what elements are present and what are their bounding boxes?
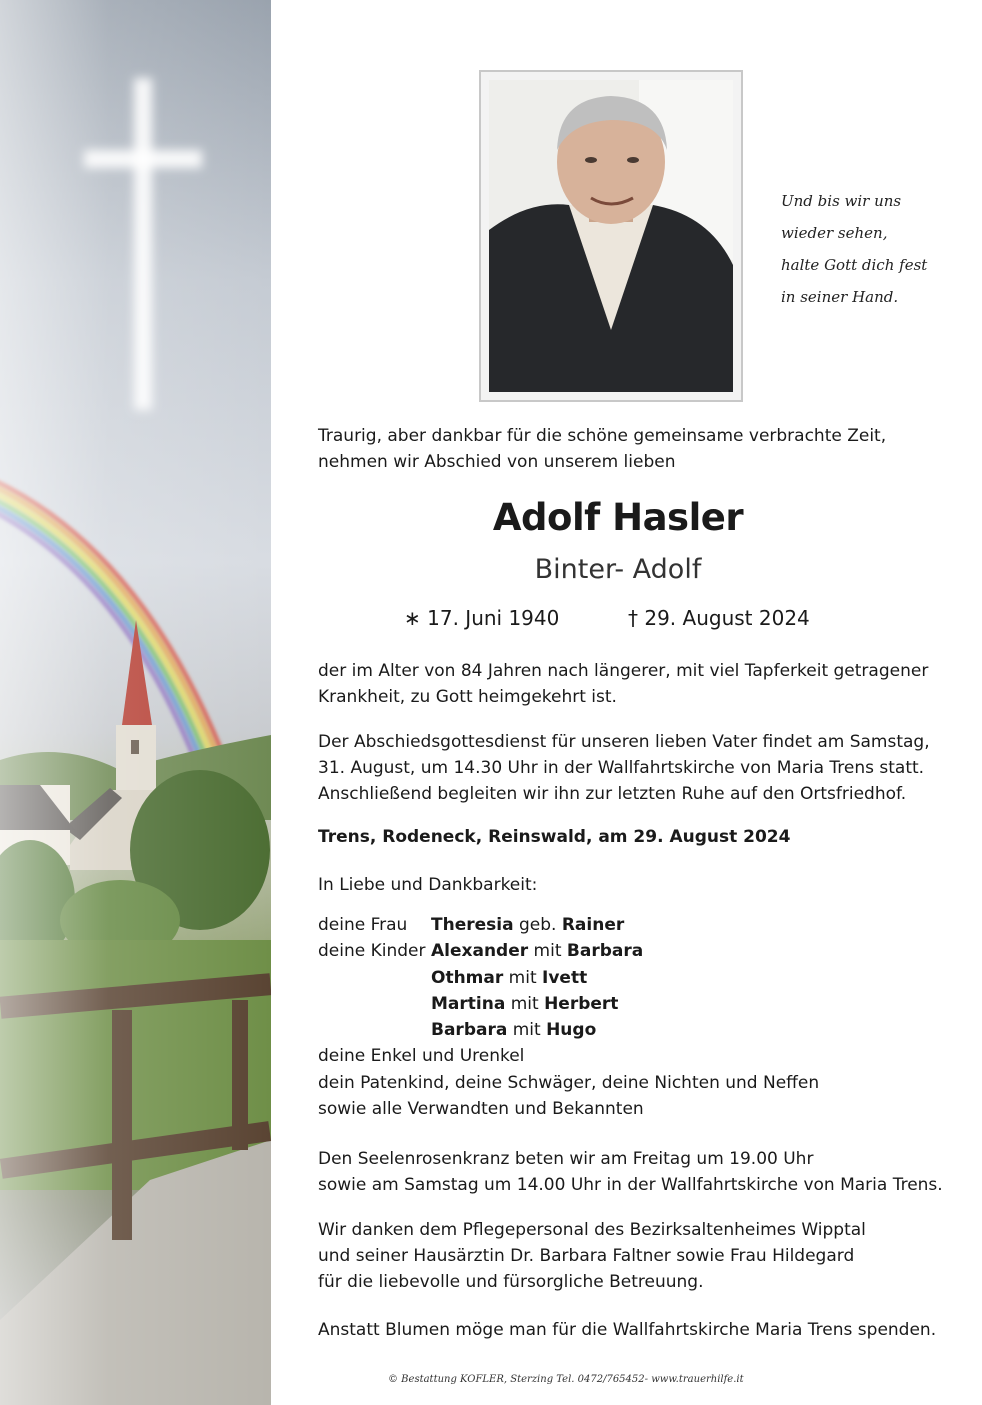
quote-line: halte Gott dich fest [781, 256, 928, 274]
family-connector: mit [512, 1020, 541, 1041]
thanks-line-1: Wir danken dem Pflegepersonal des Bezirksaltenheimes Wipptal [318, 1220, 866, 1240]
deceased-nickname: Binter- Adolf [534, 554, 702, 585]
list-item [318, 912, 819, 938]
landscape-illustration [0, 0, 271, 1405]
list-item: sowie alle Verwandten und Bekannten [318, 1099, 644, 1120]
portrait-photo [489, 80, 733, 392]
family-name: Theresia [431, 915, 514, 935]
list-item [318, 965, 819, 991]
flowers-note: Anstatt Blumen möge man für die Wallfahrtskirche Maria Trens spenden. [318, 1320, 937, 1340]
love-line: In Liebe und Dankbarkeit: [318, 875, 538, 895]
side-landscape-image [0, 0, 271, 1405]
family-connector: mit [510, 993, 539, 1014]
portrait-frame [479, 70, 743, 402]
family-partner: Hugo [546, 1020, 597, 1041]
age-line-2: Krankheit, zu Gott heimgekehrt ist. [318, 687, 617, 707]
family-connector: geb. [518, 915, 557, 935]
light-cross-icon [84, 78, 202, 410]
birth-date-value: 17. Juni 1940 [427, 606, 560, 630]
portrait-illustration [489, 80, 733, 392]
family-name: Alexander [431, 941, 529, 962]
list-item [318, 1017, 819, 1043]
death-cross-icon: † [628, 606, 638, 630]
service-line-1: Der Abschiedsgottesdienst für unseren lieben Vater findet am Samstag, [318, 732, 930, 752]
service-line-2: 31. August, um 14.30 Uhr in der Wallfahrtskirche von Maria Trens statt. [318, 758, 925, 778]
birth-star-icon: ∗ [404, 606, 421, 630]
service-line-3: Anschließend begleiten wir ihn zur letzten Ruhe auf den Ortsfriedhof. [318, 784, 907, 804]
quote-line: wieder sehen, [781, 224, 888, 242]
death-date-value: 29. August 2024 [644, 606, 810, 630]
family-partner: Barbara [566, 941, 644, 962]
deceased-name: Adolf Hasler [492, 496, 744, 539]
footer-credit: © Bestattung KOFLER, Sterzing Tel. 0472/765452- www.trauerhilfe.it [388, 1374, 744, 1385]
age-line-1: der im Alter von 84 Jahren nach längerer, mit viel Tapferkeit getragener [318, 661, 929, 681]
family-label: deine Frau [318, 915, 408, 935]
rosary-line-2: sowie am Samstag um 14.00 Uhr in der Wallfahrtskirche von Maria Trens. [318, 1175, 943, 1195]
family-name: Othmar [431, 967, 504, 988]
family-name: Martina [431, 993, 506, 1014]
family-connector: mit [508, 967, 537, 988]
death-date [628, 606, 810, 630]
memorial-quote [781, 185, 961, 313]
list-item [318, 991, 819, 1017]
quote-line: Und bis wir uns [781, 192, 902, 210]
family-partner: Herbert [544, 993, 619, 1014]
intro-line-1: Traurig, aber dankbar für die schöne gemeinsame verbrachte Zeit, [318, 426, 887, 446]
family-connector: mit [533, 941, 562, 962]
list-item [318, 938, 819, 964]
thanks-line-3: für die liebevolle und fürsorgliche Betreuung. [318, 1272, 704, 1292]
family-partner: Rainer [561, 915, 625, 935]
birth-date [404, 606, 559, 630]
list-item: deine Enkel und Urenkel [318, 1046, 525, 1067]
family-list [318, 912, 819, 1122]
list-item: dein Patenkind, deine Schwäger, deine Nichten und Neffen [318, 1072, 820, 1093]
intro-line-2: nehmen wir Abschied von unserem lieben [318, 452, 676, 472]
thanks-line-2: und seiner Hausärztin Dr. Barbara Faltner sowie Frau Hildegard [318, 1246, 855, 1266]
family-partner: Ivett [542, 967, 588, 988]
rosary-line-1: Den Seelenrosenkranz beten wir am Freitag um 19.00 Uhr [318, 1149, 814, 1169]
family-name: Barbara [431, 1020, 508, 1041]
family-label: deine Kinder [318, 941, 426, 962]
place-date: Trens, Rodeneck, Reinswald, am 29. August 2024 [318, 827, 791, 847]
quote-line: in seiner Hand. [781, 288, 899, 306]
